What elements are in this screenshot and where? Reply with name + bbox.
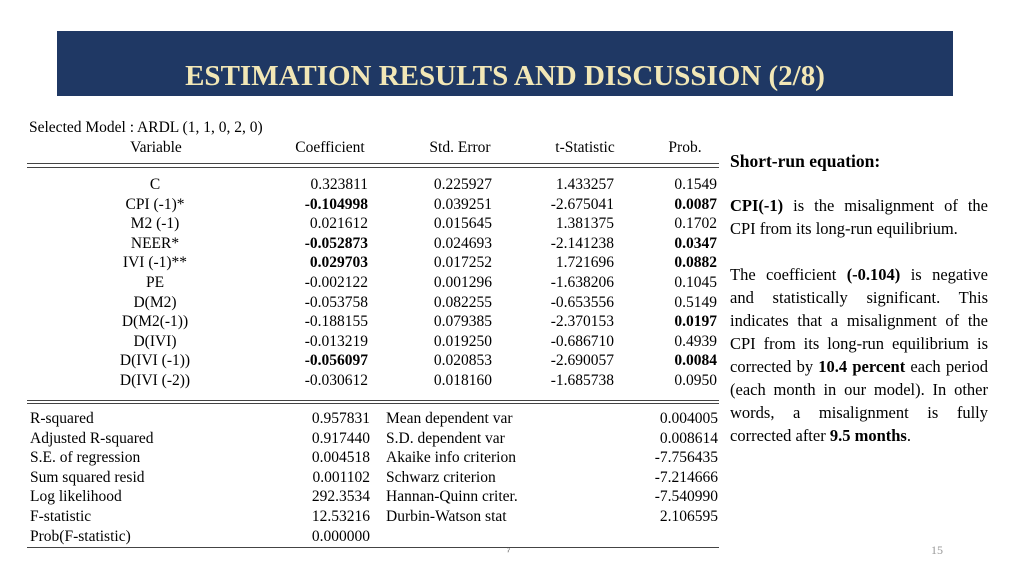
stat-value: -7.756435 [654, 449, 718, 466]
para-text: each period (each month in our model). In other words, a misalignment is fully corrected after [730, 357, 989, 445]
prob-cell: 0.0084 [674, 352, 717, 369]
stat-label: Log likelihood [30, 488, 122, 505]
para-text: is negative and statistically significant. This indicates that a misalignment of the CPI from its long-run equilibrium is corrected by [730, 265, 988, 376]
std-error-cell: 0.082255 [433, 294, 492, 311]
column-header: t-Statistic [555, 139, 615, 156]
coefficient-cell: -0.013219 [304, 333, 368, 350]
stat-value: 292.3534 [311, 488, 370, 505]
t-statistic-cell: -0.686710 [550, 333, 614, 350]
std-error-cell: 0.017252 [433, 254, 492, 271]
stat-value: 0.917440 [311, 430, 370, 447]
prob-cell: 0.1045 [674, 274, 717, 291]
column-header: Variable [130, 139, 182, 156]
stat-label: F-statistic [30, 508, 92, 525]
stat-value: 0.008614 [659, 430, 718, 447]
prob-cell: 0.0197 [674, 313, 717, 330]
t-statistic-cell: -2.141238 [550, 235, 614, 252]
prob-cell: 0.0087 [674, 196, 717, 213]
variable-cell: D(IVI) [133, 333, 177, 350]
t-statistic-cell: -1.685738 [550, 372, 614, 389]
discussion-panel [730, 150, 988, 447]
stat-label: S.D. dependent var [386, 430, 505, 447]
prob-cell: 0.0950 [674, 372, 717, 389]
column-header: Std. Error [429, 139, 491, 156]
stat-label: Sum squared resid [30, 469, 145, 486]
std-error-cell: 0.079385 [433, 313, 492, 330]
prob-cell: 0.1549 [674, 176, 717, 193]
stat-value: 0.004518 [311, 449, 370, 466]
coefficient-cell: -0.104998 [304, 196, 368, 213]
stat-value: 0.004005 [659, 410, 718, 427]
std-error-cell: 0.024693 [433, 235, 492, 252]
coefficient-cell: 0.021612 [309, 215, 368, 232]
coefficient-cell: -0.002122 [304, 274, 368, 291]
std-error-cell: 0.225927 [433, 176, 492, 193]
stat-label: Mean dependent var [386, 410, 513, 427]
cpi-definition-paragraph [730, 194, 988, 240]
coefficient-cell: -0.053758 [304, 294, 368, 311]
t-statistic-cell: 1.433257 [555, 176, 614, 193]
coefficient-cell: -0.030612 [304, 372, 368, 389]
prob-cell: 0.1702 [674, 215, 717, 232]
coefficient-value: (-0.104) [846, 265, 901, 284]
t-statistic-cell: -2.370153 [550, 313, 614, 330]
header-rule-top [27, 163, 719, 164]
stats-rule-bottom [27, 403, 719, 404]
cpi-definition-text: is the misalignment of the CPI from its long-run equilibrium. [730, 196, 988, 238]
stat-value: -7.540990 [654, 488, 718, 505]
table-bottom-rule [27, 547, 719, 548]
model-label: Selected Model : ARDL (1, 1, 0, 2, 0) [29, 119, 263, 136]
variable-cell: C [149, 176, 161, 193]
t-statistic-cell: -2.675041 [550, 196, 614, 213]
stray-mark: ˀ [507, 546, 510, 558]
page-number: 15 [931, 543, 943, 557]
stat-label: Hannan-Quinn criter. [386, 488, 518, 505]
stat-value: 2.106595 [659, 508, 718, 525]
variable-cell: D(IVI (-1)) [119, 352, 191, 369]
variable-cell: IVI (-1)** [122, 254, 188, 271]
variable-cell: D(M2) [133, 294, 177, 311]
std-error-cell: 0.015645 [433, 215, 492, 232]
stats-rule-top [27, 400, 719, 401]
stat-value: 0.957831 [311, 410, 370, 427]
stat-value: 0.001102 [312, 469, 370, 486]
stat-label: Durbin-Watson stat [386, 508, 507, 525]
t-statistic-cell: -1.638206 [550, 274, 614, 291]
prob-cell: 0.0347 [674, 235, 717, 252]
correction-percent: 10.4 percent [818, 357, 906, 376]
variable-cell: M2 (-1) [130, 215, 180, 232]
para-text: The coefficient [730, 265, 847, 284]
stat-label: R-squared [30, 410, 94, 427]
t-statistic-cell: -0.653556 [550, 294, 614, 311]
para-text: . [906, 426, 911, 445]
coefficient-cell: 0.323811 [310, 176, 368, 193]
title-banner [57, 31, 953, 96]
stat-value: 0.000000 [311, 528, 370, 545]
t-statistic-cell: -2.690057 [550, 352, 614, 369]
variable-cell: D(M2(-1)) [121, 313, 189, 330]
std-error-cell: 0.019250 [433, 333, 492, 350]
coefficient-cell: -0.056097 [304, 352, 368, 369]
coefficient-paragraph [730, 263, 988, 447]
stat-label: Schwarz criterion [386, 469, 496, 486]
prob-cell: 0.5149 [674, 294, 717, 311]
t-statistic-cell: 1.381375 [555, 215, 614, 232]
stat-label: Adjusted R-squared [30, 430, 154, 447]
variable-cell: CPI (-1)* [125, 196, 185, 213]
std-error-cell: 0.020853 [433, 352, 492, 369]
column-header: Prob. [668, 139, 702, 156]
correction-months: 9.5 months [829, 426, 907, 445]
std-error-cell: 0.039251 [433, 196, 492, 213]
stat-label: Prob(F-statistic) [30, 528, 131, 545]
cpi-term: CPI(-1) [730, 196, 784, 215]
prob-cell: 0.0882 [674, 254, 717, 271]
header-rule-bottom [27, 167, 719, 168]
stat-label: S.E. of regression [30, 449, 141, 466]
t-statistic-cell: 1.721696 [555, 254, 614, 271]
prob-cell: 0.4939 [674, 333, 717, 350]
stat-value: 12.53216 [311, 508, 370, 525]
variable-cell: D(IVI (-2)) [119, 372, 191, 389]
std-error-cell: 0.001296 [433, 274, 492, 291]
slide-title: ESTIMATION RESULTS AND DISCUSSION (2/8) [185, 60, 825, 92]
stat-label: Akaike info criterion [386, 449, 516, 466]
column-header: Coefficient [295, 139, 365, 156]
variable-cell: NEER* [130, 235, 180, 252]
short-run-heading: Short-run equation: [730, 151, 881, 171]
variable-cell: PE [145, 274, 165, 291]
coefficient-cell: 0.029703 [309, 254, 368, 271]
std-error-cell: 0.018160 [433, 372, 492, 389]
coefficient-cell: -0.052873 [304, 235, 368, 252]
coefficient-cell: -0.188155 [304, 313, 368, 330]
stat-value: -7.214666 [654, 469, 718, 486]
